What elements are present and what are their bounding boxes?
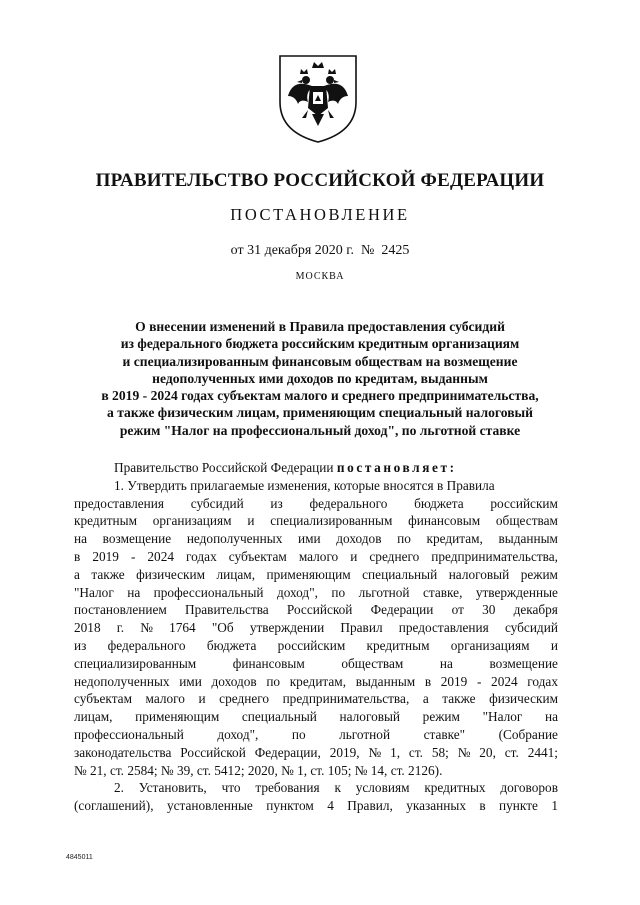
body-word: ими xyxy=(179,673,202,689)
body-line xyxy=(74,673,558,691)
body-word: указанных xyxy=(406,798,466,814)
body-word: по xyxy=(331,584,346,600)
intro-line xyxy=(74,459,558,477)
body-word: предпринимательства, xyxy=(282,691,410,707)
body-word: требования xyxy=(255,780,320,796)
body-line xyxy=(74,690,558,708)
body-line xyxy=(74,548,558,566)
body-word: в xyxy=(479,798,486,814)
body-word: режим xyxy=(422,709,460,725)
heading-line: недополученных ими доходов по кредитам, выданным xyxy=(152,370,488,386)
body-word: Федерации xyxy=(370,602,434,618)
body-word: установленные xyxy=(166,798,253,814)
body-word: декабря xyxy=(513,602,558,618)
body-word: организациям xyxy=(450,637,530,653)
body-word: ст. xyxy=(504,744,519,760)
body-word: доход", xyxy=(217,726,259,742)
body-word: 1 xyxy=(551,798,558,814)
body-line xyxy=(74,566,558,584)
body-word: законодательства xyxy=(74,744,172,760)
body-word: и xyxy=(198,691,206,707)
body-word: 2024 xyxy=(147,548,174,564)
body-line xyxy=(74,797,558,815)
body-word: "Об xyxy=(211,620,234,636)
body-word: выданным xyxy=(355,673,416,689)
body-word: российским xyxy=(490,495,558,511)
body-word: ставке" xyxy=(423,726,466,742)
document-type: ПОСТАНОВЛЕНИЕ xyxy=(230,205,410,224)
body-word: пункте xyxy=(499,798,538,814)
body-word: предпринимательства, xyxy=(431,548,558,564)
body-line: № 21, ст. 2584; № 39, ст. 5412; 2020, № 1, ст. 105; № 14, ст. 2126). xyxy=(74,762,443,778)
body-word: малого xyxy=(298,548,339,564)
body-word: 4 xyxy=(327,798,334,814)
body-word: в xyxy=(424,673,432,689)
body-word: организациям xyxy=(152,513,232,529)
body-word: федерального xyxy=(309,495,388,511)
document-code: 4845011 xyxy=(66,854,93,861)
body-word: кредитным xyxy=(74,513,137,529)
body-line xyxy=(74,601,558,619)
body-word: также xyxy=(91,566,125,582)
body-word: доходов xyxy=(336,531,382,547)
body-word: налоговый xyxy=(448,566,510,582)
body-word: (Собрание xyxy=(498,726,558,742)
body-word: годах xyxy=(527,673,558,689)
body-word: а xyxy=(422,691,429,707)
body-word: 2019 xyxy=(440,673,468,689)
heading-line: из федерального бюджета российским кредитным организациям xyxy=(120,336,520,352)
body-word: ст. xyxy=(408,744,423,760)
body-word: финансовым xyxy=(408,513,481,529)
body-line xyxy=(74,512,558,530)
document-heading xyxy=(60,318,580,439)
body-word: 2018 xyxy=(74,620,101,636)
body-word: на xyxy=(544,709,558,725)
body-word: из xyxy=(74,637,87,653)
body-word: Российской xyxy=(286,602,353,618)
heading-line: в 2019 - 2024 годах субъектам малого и среднего предпринимательства, xyxy=(101,388,539,404)
body-word: доходов xyxy=(211,673,257,689)
body-word: предоставления xyxy=(398,620,489,636)
body-word: а xyxy=(74,566,80,582)
body-word: и xyxy=(350,548,358,564)
body-word: 2. xyxy=(114,780,124,796)
intro-decrees: постановляет: xyxy=(336,460,457,475)
body-word: выданным xyxy=(498,531,558,547)
body-word: № xyxy=(140,620,153,636)
body-line: 1. Утвердить прилагаемые изменения, которые вносятся в Правила xyxy=(114,477,495,493)
body-word: профессиональный xyxy=(153,584,264,600)
body-word: 20, xyxy=(479,744,496,760)
body-word: на xyxy=(439,655,453,671)
body-line xyxy=(74,655,558,673)
body-word: 1764 xyxy=(169,620,196,636)
body-word: из xyxy=(270,495,283,511)
body-word: профессиональный xyxy=(74,726,184,742)
body-word: возмещение xyxy=(489,655,558,671)
body-word: возмещение xyxy=(102,531,172,547)
body-word: лицам, xyxy=(216,566,256,582)
body-line xyxy=(74,530,558,548)
body-word: режим xyxy=(520,566,558,582)
body-word: Установить, xyxy=(138,780,207,796)
body-word: ставке, xyxy=(422,584,463,600)
body-word: льготной xyxy=(358,584,410,600)
body-word: и xyxy=(247,513,255,529)
body-word: обществам xyxy=(495,513,558,529)
body-word: малого xyxy=(145,691,185,707)
body-word: - xyxy=(130,548,136,564)
body-word: 2024 xyxy=(491,673,518,689)
body-line xyxy=(74,779,558,797)
body-word: Российской xyxy=(180,744,246,760)
body-word: № xyxy=(368,744,382,760)
body-word: физическим xyxy=(489,691,558,707)
body-word: применяющим xyxy=(135,709,220,725)
body-word: среднего xyxy=(219,691,270,707)
body-word: годах xyxy=(186,548,217,564)
body-word: кредитным xyxy=(366,637,430,653)
body-word: утвержденные xyxy=(475,584,558,600)
body-word: субсидий xyxy=(504,620,558,636)
body-word: 58; xyxy=(431,744,449,760)
body-word: условиям xyxy=(355,780,410,796)
body-word: и xyxy=(550,637,558,653)
body-word: недополученных xyxy=(74,673,170,689)
body-word: субъектам xyxy=(228,548,287,564)
body-word: бюджета xyxy=(206,637,257,653)
body-word: финансовым xyxy=(232,655,305,671)
document-body xyxy=(74,459,558,815)
body-word: Правил, xyxy=(347,798,393,814)
body-word: кредитных xyxy=(424,780,486,796)
body-line xyxy=(74,495,558,513)
body-word: специальный xyxy=(241,709,317,725)
body-word: по xyxy=(397,531,411,547)
body-word: бюджета xyxy=(414,495,464,511)
body-word: договоров xyxy=(500,780,558,796)
body-word: субсидий xyxy=(190,495,244,511)
body-word: Правительства xyxy=(185,602,269,618)
government-title: ПРАВИТЕЛЬСТВО РОССИЙСКОЙ ФЕДЕРАЦИИ xyxy=(95,170,545,191)
body-word: в xyxy=(74,548,81,564)
body-word: среднего xyxy=(369,548,420,564)
body-word: утверждении xyxy=(249,620,325,636)
body-word: Федерации, xyxy=(254,744,321,760)
heading-line: О внесении изменений в Правила предоставления субсидий xyxy=(135,319,505,334)
body-word: применяющим xyxy=(266,566,351,582)
body-word: "Налог xyxy=(74,584,114,600)
body-line xyxy=(74,637,558,655)
city: МОСКВА xyxy=(295,271,345,282)
body-line xyxy=(74,708,558,726)
body-word: предоставления xyxy=(74,495,165,511)
heading-line: режим "Налог на профессиональный доход", по льготной ставке xyxy=(119,422,521,438)
double-headed-eagle-emblem-icon xyxy=(276,52,360,146)
body-word: Правил xyxy=(340,620,383,636)
body-word: - xyxy=(476,673,482,689)
body-word: 2441; xyxy=(527,744,558,760)
body-line xyxy=(74,726,558,744)
body-word: обществам xyxy=(341,655,404,671)
body-word: (соглашений), xyxy=(74,798,154,814)
body-word: специализированным xyxy=(270,513,393,529)
intro-text: Правительство Российской Федерации xyxy=(114,460,334,475)
body-word: № xyxy=(457,744,471,760)
body-word: на xyxy=(127,584,141,600)
heading-line: и специализированным финансовым обществам на возмещение xyxy=(122,353,518,369)
body-line xyxy=(74,584,558,602)
date-and-number: от 31 декабря 2020 г. № 2425 xyxy=(230,243,410,258)
body-word: г. xyxy=(116,620,125,636)
body-word: 2019 xyxy=(92,548,119,564)
body-word: 2019, xyxy=(329,744,360,760)
body-word: лицам, xyxy=(74,709,113,725)
body-word: на xyxy=(74,531,88,547)
heading-line: а также физическим лицам, применяющим специальный налоговый xyxy=(107,405,533,421)
body-word: физическим xyxy=(136,566,206,582)
body-line xyxy=(74,744,558,762)
body-word: налоговый xyxy=(339,709,401,725)
body-word: специальный xyxy=(362,566,438,582)
body-line xyxy=(74,619,558,637)
body-word: "Налог xyxy=(482,709,523,725)
body-word: ими xyxy=(298,531,321,547)
body-word: по xyxy=(266,673,281,689)
body-word: 1, xyxy=(390,744,401,760)
body-word: специализированным xyxy=(74,655,197,671)
body-word: пунктом xyxy=(266,798,314,814)
body-word: также xyxy=(442,691,476,707)
body-word: 30 xyxy=(482,602,496,618)
body-word: субъектам xyxy=(74,691,132,707)
body-word: доход", xyxy=(276,584,318,600)
body-word: что xyxy=(221,780,241,796)
body-word: российским xyxy=(277,637,346,653)
body-word: кредитам, xyxy=(426,531,483,547)
body-word: от xyxy=(451,602,464,618)
body-word: к xyxy=(334,780,341,796)
body-word: льготной xyxy=(339,726,391,742)
body-word: недополученных xyxy=(186,531,283,547)
body-word: постановлением xyxy=(74,602,167,618)
body-word: по xyxy=(291,726,306,742)
body-word: кредитам, xyxy=(289,673,347,689)
body-word: федерального xyxy=(107,637,186,653)
